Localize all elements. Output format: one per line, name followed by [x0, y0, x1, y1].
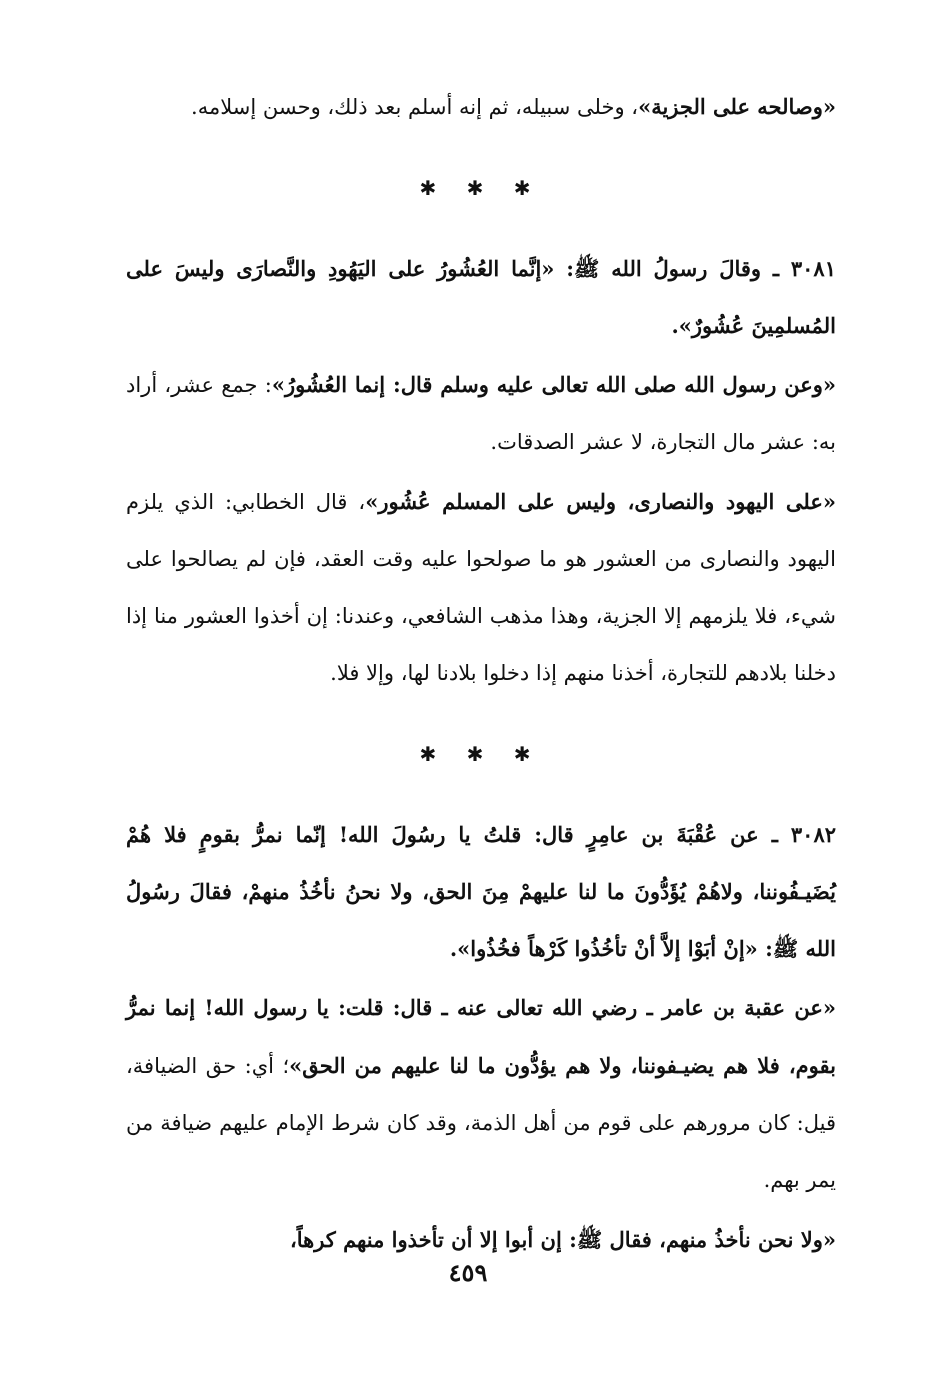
commentary-paragraph	[126, 356, 836, 471]
hadith-text: وقالَ رسولُ الله ﷺ: «إنَّما العُشُورُ على اليَهُودِ والنَّصارَى وليسَ على المُسلمِينَ عُشُورٌ».	[126, 256, 836, 338]
quote-text: «ولا نحن نأخذُ منهم، فقال ﷺ: إن أبوا إلا أن تأخذوا منهم كرهاً،	[289, 1227, 836, 1252]
hadith-text: عن عُقْبَةَ بن عامِرٍ قال: قلتُ يا رسُولَ الله! إنّما نمرُّ بقومٍ فلا هُمْ يُضَيـفُوننا، ولاهُمْ يُؤَدُّونَ ما لنا عليهمْ مِنَ الحق، ولا نحنُ نأخُذُ منهمْ، فقالَ رسُولُ الله ﷺ: «إنْ أبَوْا إلاَّ أنْ تأخُذُوا كَرْهاً فخُذُوا».	[126, 822, 836, 961]
hadith-3081	[126, 240, 836, 354]
commentary-paragraph	[126, 473, 836, 702]
hadith-number: ٣٠٨١ ـ	[772, 256, 836, 281]
paragraph-continuation	[126, 78, 836, 136]
quote-text: «وعن رسول الله صلى الله تعالى عليه وسلم قال: إنما العُشُورُ»	[271, 372, 836, 397]
page-number: ٤٥٩	[448, 1258, 488, 1287]
quote-text: «عن عقبة بن عامر ـ رضي الله تعالى عنه ـ قال: قلت: يا رسول الله! إنما نمرُّ بقوم، فلا هم يضيـفوننا، ولا هم يؤدُّون ما لنا عليهم من الحق»	[126, 995, 836, 1078]
commentary-text: : جمع عشر، أراد به: عشر مال التجارة، لا عشر الصدقات.	[126, 373, 836, 454]
section-separator: ✱ ✱ ✱	[419, 742, 543, 766]
section-separator: ✱ ✱ ✱	[419, 176, 543, 200]
commentary-text: ، وخلى سبيله، ثم إنه أسلم بعد ذلك، وحسن إسلامه.	[191, 95, 639, 119]
commentary-text: ، قال الخطابي: الذي يلزم اليهود والنصارى من العشور هو ما صولحوا عليه وقت العقد، فإن لم يصالحوا على شيء، فلا يلزمهم إلا الجزية، وهذا مذهب الشافعي، وعندنا: إن أخذوا العشور منا إذا دخلنا بلادهم للتجارة، أخذنا منهم إذا دخلوا بلادنا لها، وإلا فلا.	[126, 490, 836, 685]
hadith-3082	[126, 806, 836, 977]
quote-text: «وصالحه على الجزية»	[638, 94, 836, 119]
commentary-paragraph	[126, 979, 836, 1209]
commentary-text: ؛ أي: حق الضيافة، قيل: كان مرورهم على قوم من أهل الذمة، وقد كان شرط الإمام عليهم ضيافة من يمر بهم.	[126, 1054, 836, 1192]
quote-text: «على اليهود والنصارى، وليس على المسلم عُشُور»	[365, 489, 837, 514]
hadith-number: ٣٠٨٢ ـ	[771, 822, 837, 847]
